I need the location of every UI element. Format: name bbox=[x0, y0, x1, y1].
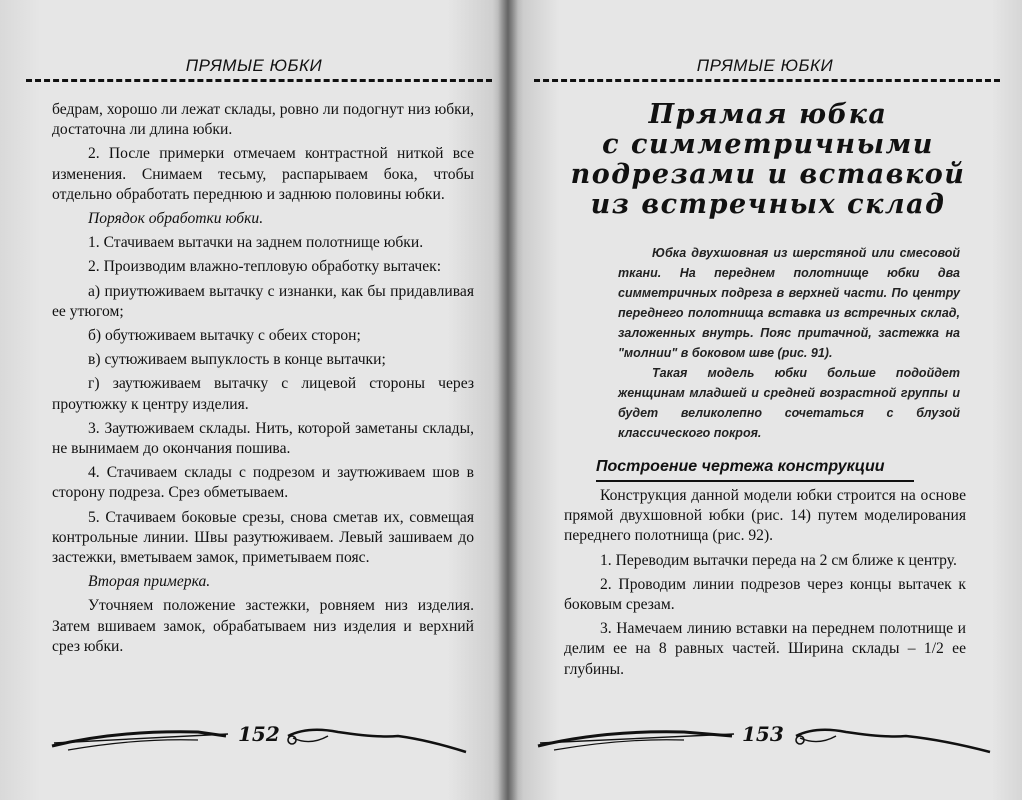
paragraph: 3. Намечаем линию вставки на переднем полотнище и делим ее на 8 равных частей. Ширина склады – 1/2 ее глубины. bbox=[564, 620, 966, 678]
header-dashed-rule bbox=[26, 79, 492, 82]
paragraph: 2. Проводим линии подрезов через концы вытачек к боковым срезам. bbox=[564, 575, 966, 614]
running-head: ПРЯМЫЕ ЮБКИ bbox=[185, 56, 323, 75]
section-heading: Построение чертежа конструкции bbox=[596, 458, 885, 475]
page-footer bbox=[48, 716, 468, 756]
description-paragraph: Такая модель юбки больше подойдет женщинам младшей и средней возрастной группы и будет великолепно сочетаться с блузой классического покроя. bbox=[618, 366, 960, 440]
paragraph: 2. После примерки отмечаем контрастной ниткой все изменения. Снимаем тесьму, распарываем бока, чтобы отдельно обработать переднюю и заднюю половины юбки. bbox=[52, 145, 474, 203]
section-heading: Порядок обработки юбки. bbox=[88, 210, 264, 228]
right-page bbox=[508, 0, 1022, 800]
book-gutter bbox=[498, 0, 518, 800]
paragraph: Конструкция данной модели юбки строится на основе прямой двухшовной юбки (рис. 14) путем моделирования переднего полотнища (рис. 92). bbox=[564, 487, 966, 545]
page-number: 152 bbox=[238, 722, 280, 746]
model-title bbox=[558, 100, 978, 220]
paragraph: 4. Стачиваем склады с подрезом и заутюживаем шов в сторону подреза. Срез обметываем. bbox=[52, 464, 474, 502]
header-dashed-rule bbox=[534, 79, 1000, 82]
heading-underline bbox=[596, 480, 914, 482]
running-head: ПРЯМЫЕ ЮБКИ bbox=[696, 56, 834, 75]
model-description bbox=[618, 243, 960, 443]
page-number: 153 bbox=[742, 722, 784, 746]
section-heading: Вторая примерка. bbox=[88, 573, 211, 591]
right-body-text bbox=[564, 486, 966, 684]
page-footer bbox=[534, 716, 994, 756]
left-page bbox=[0, 0, 508, 800]
left-body-text bbox=[52, 100, 474, 661]
list-item: б) обутюживаем вытачку с обеих сторон; bbox=[88, 327, 361, 345]
paragraph: 5. Стачиваем боковые срезы, снова сметав их, совмещая контрольные линии. Швы разутюживаем. Левый зашиваем до застежки, вметываем замок, приметываем пояс. bbox=[52, 508, 474, 567]
list-item: а) приутюживаем вытачку с изнанки, как бы придавливая ее утюгом; bbox=[52, 282, 474, 320]
paragraph: 1. Стачиваем вытачки на заднем полотнище юбки. bbox=[88, 234, 424, 252]
paragraph: бедрам, хорошо ли лежат склады, ровно ли подогнут низ юбки, достаточна ли длина юбки. bbox=[52, 101, 474, 139]
description-paragraph: Юбка двухшовная из шерстяной или смесовой ткани. На переднем полотнище юбки два симметричных подреза в верхней части. По центру переднего полотнища вставка из встречных склад, заложенных внутрь. Пояс притачной, застежка на "молнии" в боковом шве (рис. 91). bbox=[618, 246, 960, 360]
title-line: из встречных склад bbox=[590, 189, 946, 220]
paragraph: 3. Заутюживаем склады. Нить, которой заметаны склады, не вынимаем до окончания пошива. bbox=[52, 419, 474, 458]
paragraph: Уточняем положение застежки, ровняем низ изделия. Затем вшиваем замок, обрабатываем низ изделия и верхний срез юбки. bbox=[52, 597, 474, 655]
title-line: Прямая юбка bbox=[648, 99, 888, 130]
title-line: с симметричными bbox=[602, 129, 934, 160]
list-item: г) заутюживаем вытачку с лицевой стороны через проутюжку к центру изделия. bbox=[52, 375, 474, 413]
paragraph: 1. Переводим вытачки переда на 2 см ближе к центру. bbox=[600, 551, 957, 569]
paragraph: 2. Производим влажно-тепловую обработку вытачек: bbox=[88, 258, 442, 276]
title-line: подрезами и вставкой bbox=[570, 159, 966, 190]
list-item: в) сутюживаем выпуклость в конце вытачки; bbox=[88, 351, 386, 369]
